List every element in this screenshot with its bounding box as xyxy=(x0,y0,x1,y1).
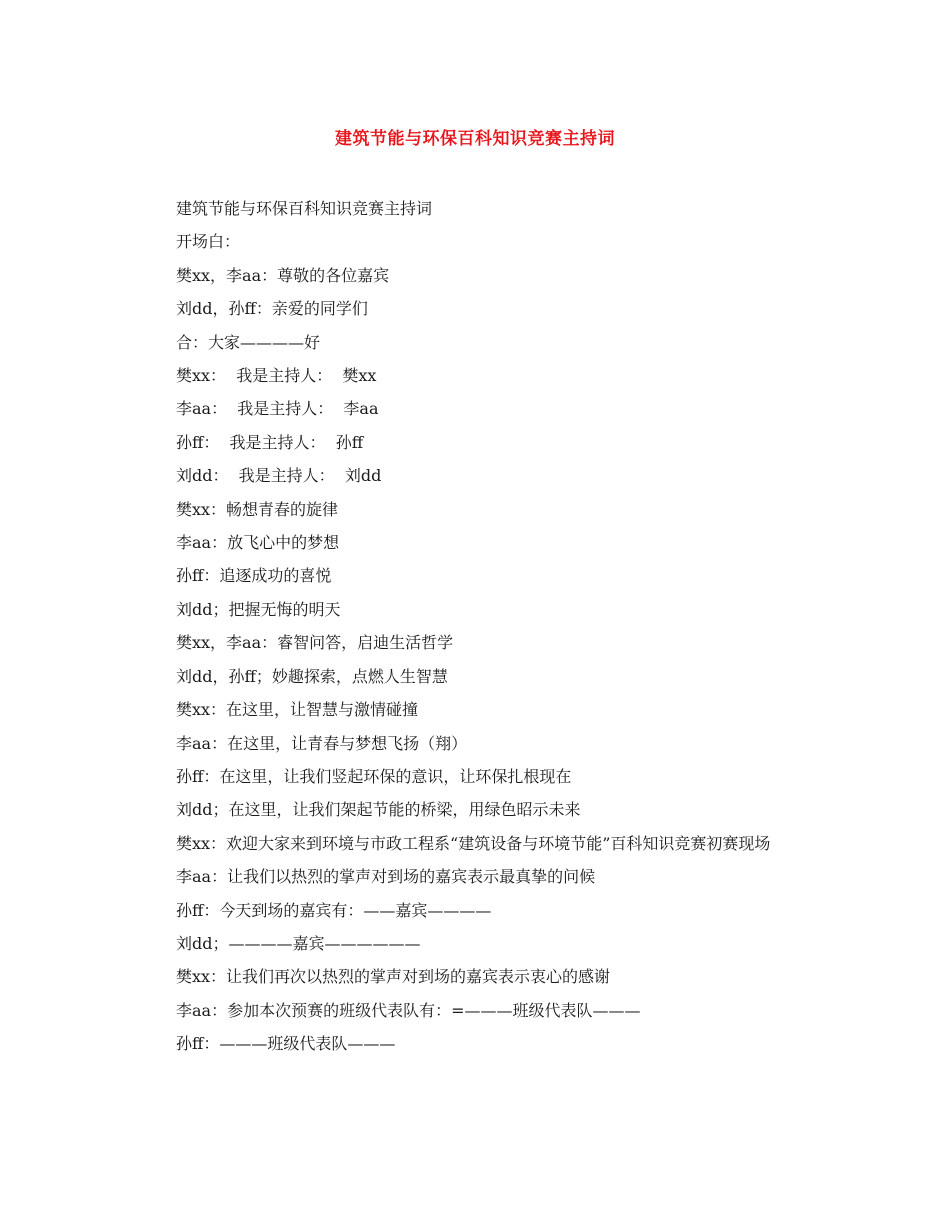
paragraph: 孙ff：———班级代表队——— xyxy=(176,1034,396,1054)
paragraph: 刘dd；把握无悔的明天 xyxy=(176,599,341,619)
paragraph: 刘dd；在这里，让我们架起节能的桥梁，用绿色昭示未来 xyxy=(176,800,581,820)
paragraph: 孙ff：在这里，让我们竖起环保的意识，让环保扎根现在 xyxy=(176,766,572,786)
paragraph: 刘dd，孙ff；妙趣探索，点燃人生智慧 xyxy=(176,666,448,686)
paragraph: 孙ff： 我是主持人： 孙ff xyxy=(176,432,364,452)
paragraph: 樊xx： 我是主持人： 樊xx xyxy=(176,366,377,386)
paragraph: 李aa： 我是主持人： 李aa xyxy=(176,399,379,419)
paragraph: 李aa：放飞心中的梦想 xyxy=(176,533,340,553)
paragraph: 孙ff：追逐成功的喜悦 xyxy=(176,566,332,586)
paragraph: 樊xx：畅想青春的旋律 xyxy=(176,499,339,519)
document-body xyxy=(138,192,818,1061)
paragraph: 李aa：让我们以热烈的掌声对到场的嘉宾表示最真挚的问候 xyxy=(176,867,596,887)
paragraph: 刘dd： 我是主持人： 刘dd xyxy=(176,466,382,486)
paragraph: 李aa：参加本次预赛的班级代表队有：=———班级代表队——— xyxy=(176,1000,641,1020)
paragraph: 刘dd，孙ff：亲爱的同学们 xyxy=(176,299,368,319)
paragraph: 开场白： xyxy=(176,232,241,252)
paragraph: 合：大家————好 xyxy=(176,332,321,352)
paragraph: 樊xx：让我们再次以热烈的掌声对到场的嘉宾表示衷心的感谢 xyxy=(176,967,611,987)
paragraph: 樊xx，李aa：尊敬的各位嘉宾 xyxy=(176,265,390,285)
paragraph: 樊xx：在这里，让智慧与激情碰撞 xyxy=(176,700,419,720)
paragraph: 樊xx，李aa：睿智问答，启迪生活哲学 xyxy=(176,633,454,653)
document-title: 建筑节能与环保百科知识竞赛主持词 xyxy=(335,129,615,149)
paragraph: 李aa：在这里，让青春与梦想飞扬（翔） xyxy=(176,733,468,753)
paragraph: 孙ff：今天到场的嘉宾有：——嘉宾———— xyxy=(176,900,492,920)
paragraph: 刘dd；————嘉宾—————— xyxy=(176,933,421,953)
paragraph: 建筑节能与环保百科知识竞赛主持词 xyxy=(176,199,433,218)
paragraph: 樊xx：欢迎大家来到环境与市政工程系“建筑设备与环境节能”百科知识竞赛初赛现场 xyxy=(176,833,771,853)
